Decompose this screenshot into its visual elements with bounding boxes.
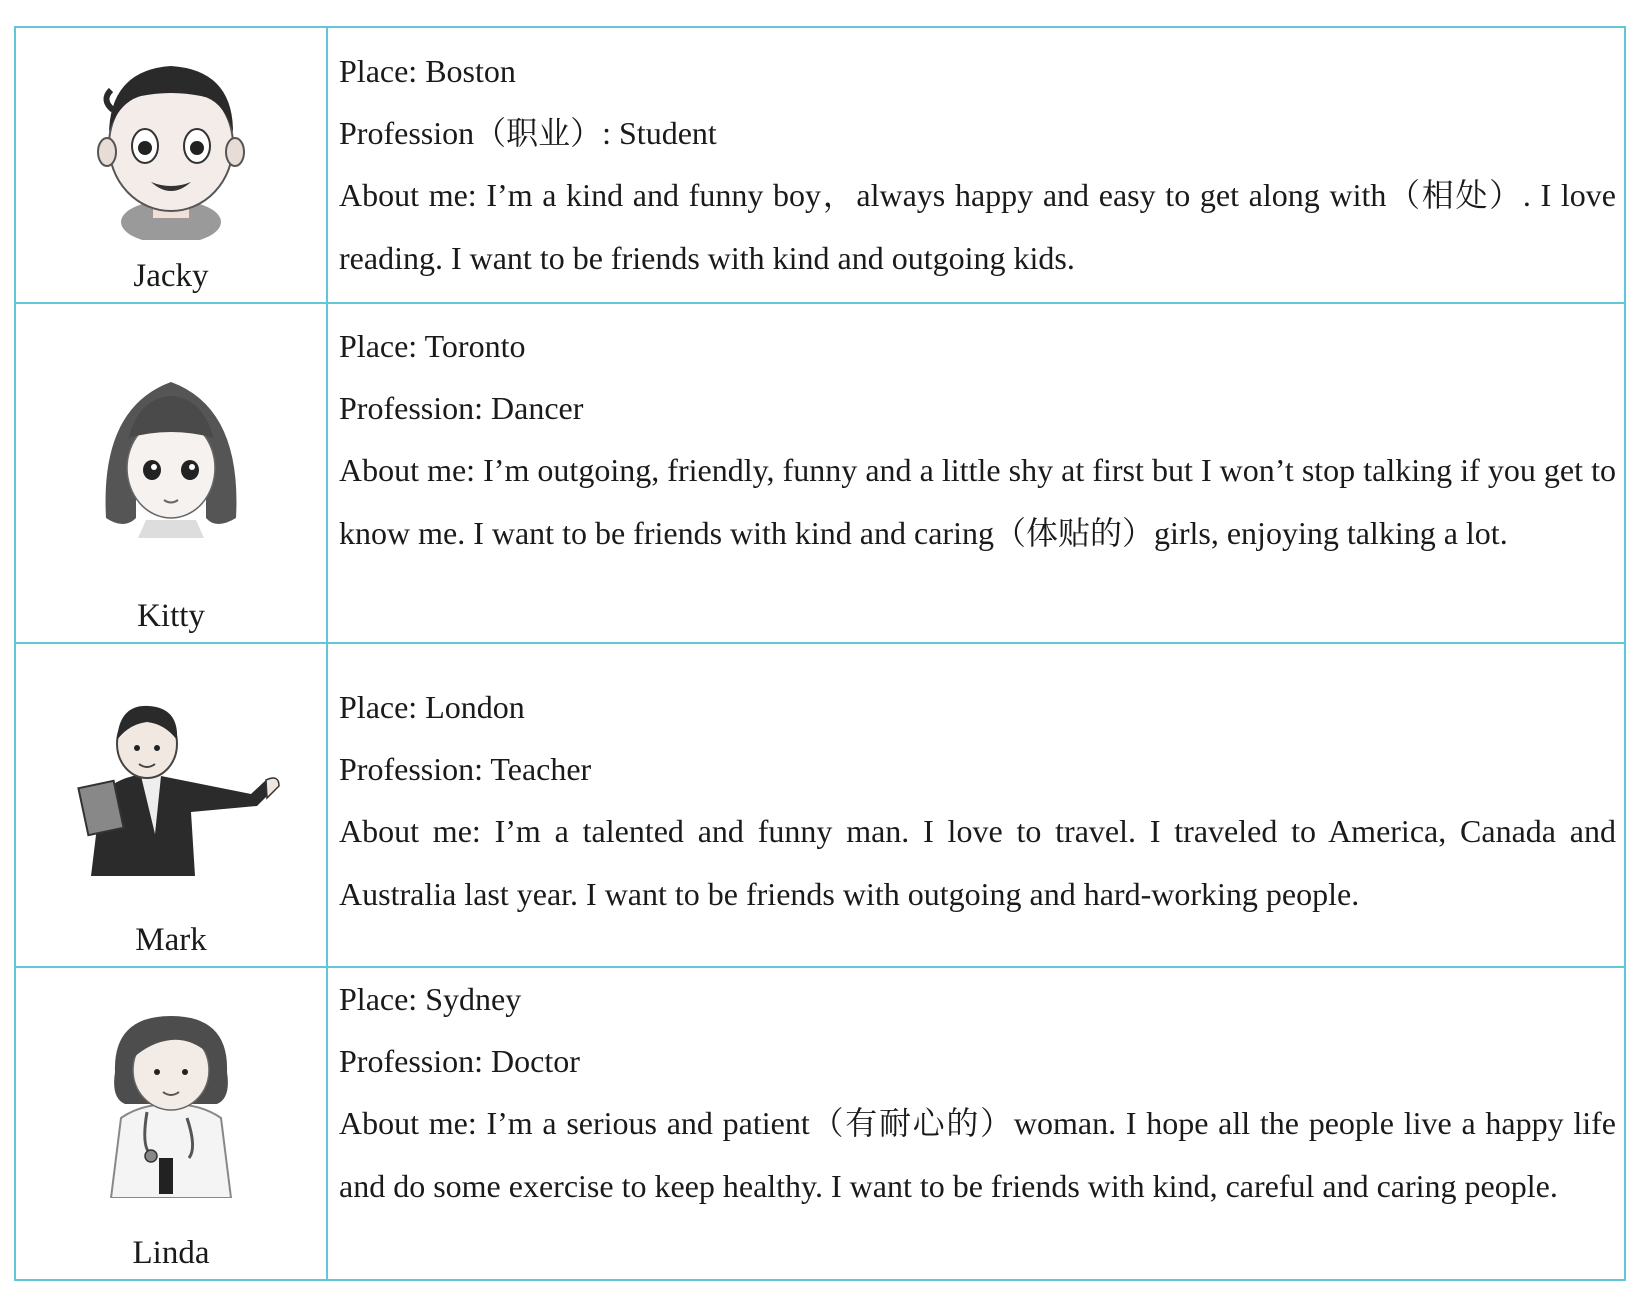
- profession-text: Profession: Doctor: [339, 1043, 580, 1079]
- person-name: Kitty: [137, 598, 205, 634]
- cartoon-doctor-icon: [16, 1008, 326, 1198]
- about-text: About me: I’m a serious and patient（有耐心的）woman. I hope all the people live a happy life and do some exercise to keep healthy. I want to be friends with kind, careful and caring people.: [339, 1105, 1616, 1204]
- about-text: About me: I’m a talented and funny man. I love to travel. I traveled to America, Canada and Australia last year. I want to be friends with outgoing and hard-working people.: [339, 813, 1616, 912]
- place-text: Place: Boston: [339, 53, 516, 89]
- avatar-cell: [15, 967, 327, 1280]
- place-text: Place: Toronto: [339, 328, 526, 364]
- cartoon-boy-face-icon: [16, 50, 326, 240]
- info-cell: [327, 303, 1625, 643]
- profile-row: [15, 303, 1625, 643]
- profile-row: [15, 27, 1625, 303]
- avatar-cell: [15, 27, 327, 303]
- cartoon-girl-face-icon: [16, 368, 326, 538]
- profile-row: [15, 967, 1625, 1280]
- info-cell: [327, 643, 1625, 967]
- profiles-table: [14, 26, 1626, 1281]
- info-cell: [327, 27, 1625, 303]
- avatar-cell: [15, 643, 327, 967]
- avatar-cell: [15, 303, 327, 643]
- profession-text: Profession: Dancer: [339, 390, 584, 426]
- about-text: About me: I’m a kind and funny boy，always happy and easy to get along with（相处）. I love reading. I want to be friends with kind and outgoing kids.: [339, 177, 1616, 276]
- profession-text: Profession（职业）: Student: [339, 115, 717, 151]
- profession-text: Profession: Teacher: [339, 751, 592, 787]
- cartoon-teacher-icon: [16, 694, 326, 876]
- place-text: Place: London: [339, 689, 525, 725]
- profile-row: [15, 643, 1625, 967]
- person-name: Mark: [135, 922, 207, 958]
- info-cell: [327, 967, 1625, 1280]
- person-name: Linda: [132, 1235, 210, 1271]
- place-text: Place: Sydney: [339, 981, 522, 1017]
- person-name: Jacky: [133, 258, 209, 294]
- about-text: About me: I’m outgoing, friendly, funny and a little shy at first but I won’t stop talking if you get to know me. I want to be friends with kind and caring（体贴的）girls, enjoying talking a lot.: [339, 452, 1616, 551]
